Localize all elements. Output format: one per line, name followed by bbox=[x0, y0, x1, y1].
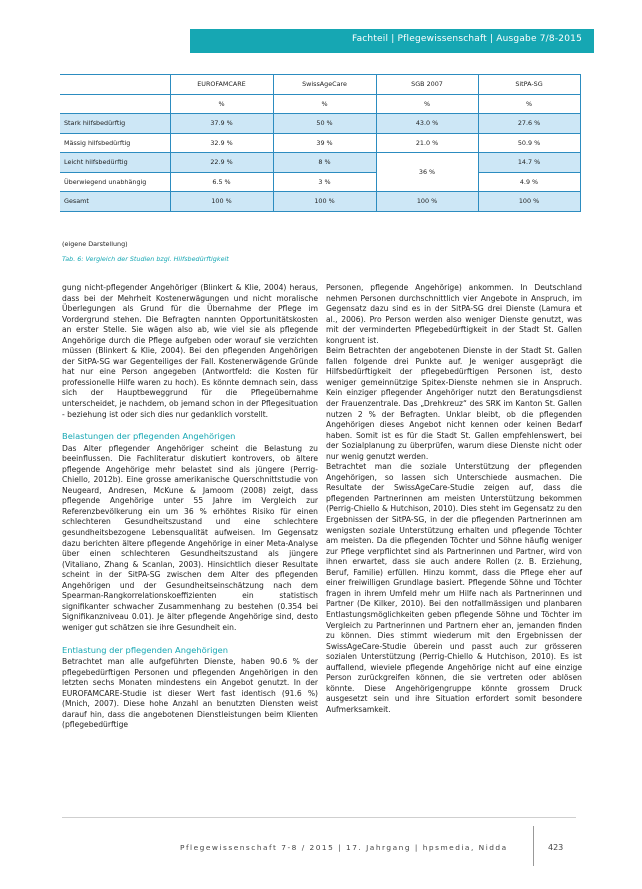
table-unit-cell: % bbox=[273, 94, 376, 114]
section-heading: Belastungen der pflegenden Angehörigen bbox=[62, 431, 236, 442]
footer-divider bbox=[533, 826, 534, 866]
table-row bbox=[60, 192, 580, 212]
table-cell: 6.5 % bbox=[170, 172, 273, 192]
table-header-cell: SGB 2007 bbox=[376, 75, 478, 95]
table-cell: 100 % bbox=[170, 192, 273, 212]
table-cell: 43.0 % bbox=[376, 114, 478, 134]
table-row bbox=[60, 114, 580, 134]
table-cell: 22.9 % bbox=[170, 153, 273, 173]
left-column bbox=[62, 283, 318, 731]
table-cell: 21.0 % bbox=[376, 133, 478, 153]
table-cell: 27.6 % bbox=[478, 114, 580, 134]
table-unit-cell: % bbox=[170, 94, 273, 114]
table-cell: 50.9 % bbox=[478, 133, 580, 153]
table-header-cell: EUROFAMCARE bbox=[170, 75, 273, 95]
table-row-label: Überwiegend unabhängig bbox=[60, 172, 170, 192]
table-cell: 50 % bbox=[273, 114, 376, 134]
header-bar bbox=[190, 29, 594, 53]
table-row-label: Gesamt bbox=[60, 192, 170, 212]
table-cell: 14.7 % bbox=[478, 153, 580, 173]
footer-rule bbox=[62, 817, 576, 818]
table-header-cell: SwissAgeCare bbox=[273, 75, 376, 95]
table-header-cell: SitPA-SG bbox=[478, 75, 580, 95]
paragraph: Betrachtet man die soziale Unterstützung der pflegenden Angehörigen, so lassen sich Unterschiede ausmachen. Die Resultate der SwissAgeCare-Studie zeigen auf, dass die pflegenden Partnerinnen am meisten Unterstützung bekommen (Perrig-Chiello & Hutchison, 2010). Dies steht im Gegensatz zu den Ergebnissen der SitPA-SG, in der die pflegenden Partnerinnen am wenigsten soziale Unterstützung erhalten und pflegende Töchter am meisten. Da die pflegenden Töchter und Söhne häufig weniger zur Pflege verpflichtet sind als Partnerinnen und Partner, wird von ihnen erwartet, dass sie auch andere Rollen (z. B. Erziehung, Beruf, Familie) erfüllen. Hinzu kommt, dass die Pflege eher auf einer freiwilligen Grundlage basiert. Pflegende Söhne und Töchter fragen in ihrem Umfeld mehr um Hilfe nach als Partnerinnen und Partner (De Kilker, 2010). Bei den notfallmässigen und planbaren Entlastungsmöglichkeiten geben pflegende Söhne und Töchter im Vergleich zu Partnerinnen und Partnern eher an, jemanden finden zu können. Dies stimmt wiederum mit den Ergebnissen der SwissAgeCare-Studie überein und passt auch zur grösseren sozialen Unterstützung (Perrig-Chiello & Hutchison, 2010). Es ist auffallend, wieviele pflegende Angehörige nicht auf eine einzige Person zurückgreifen können, die sie vertreten oder ablösen könnte. Diese Angehörigengruppe könnte grossem Druck ausgesetzt sein und ihre Situation erfordert somit besondere Aufmerksamkeit. bbox=[326, 462, 582, 714]
table-row-label: Stark hilfsbedürftig bbox=[60, 114, 170, 134]
table-corner-cell bbox=[60, 75, 170, 95]
table-unit-corner bbox=[60, 94, 170, 114]
paragraph: Betrachtet man alle aufgeführten Dienste, haben 90.6 % der pflegebedürftigen Personen und pflegenden Angehörigen in den letzten sechs Monaten mindestens ein Angebot genutzt. In der EUROFAMCARE-Studie ist dieser Wert fast identisch (91.6 %) (Mnich, 2007). Diese hohe Anzahl an benutzten Diensten weist darauf hin, dass die angebotenen Dienstleistungen beim Klienten (pflegebedürftige bbox=[62, 657, 318, 730]
table-row bbox=[60, 133, 580, 153]
table-source-note: (eigene Darstellung) bbox=[62, 240, 128, 248]
table-cell: 100 % bbox=[273, 192, 376, 212]
table-cell: 37.9 % bbox=[170, 114, 273, 134]
table-unit-cell: % bbox=[478, 94, 580, 114]
running-header: Fachteil | Pflegewissenschaft | Ausgabe 7/8-2015 bbox=[352, 34, 582, 44]
comparison-table bbox=[60, 74, 581, 212]
right-column bbox=[326, 283, 582, 715]
table-cell: 3 % bbox=[273, 172, 376, 192]
paragraph: Personen, pflegende Angehörige) ankommen. In Deutschland nehmen Personen durchschnittlich vier Angebote in Anspruch, im Gegensatz dazu sind es in der SitPA-SG drei Dienste (Lamura et al., 2006). Pro Person werden also weniger Dienste genutzt, was mit der verminderten Pflegebedürftigkeit in der Stadt St. Gallen kongruent ist. bbox=[326, 283, 582, 345]
table-cell: 8 % bbox=[273, 153, 376, 173]
table-merged-cell: 36 % bbox=[376, 153, 478, 192]
paragraph: Beim Betrachten der angebotenen Dienste in der Stadt St. Gallen fallen folgende drei Punkte auf. Je weniger ausgeprägt die Hilfsbedürftigkeit der pflegebedürftigen Personen ist, desto weniger gemeinnützige Spitex-Dienste nehmen sie in Anspruch. Kein einziger pflegender Angehöriger nutzt den Beratungsdienst der Frauenzentrale. Das „Drehkreuz“ des SRK im Kanton St. Gallen nutzen 2 % der Befragten. Unklar bleibt, ob die pflegenden Angehörigen dieses Angebot nicht kennen oder keinen Bedarf haben. Somit ist es für die Stadt St. Gallen empfehlenswert, bei der Sozialplanung zu überprüfen, warum diese Dienste nicht oder nur wenig genutzt werden. bbox=[326, 346, 582, 461]
table-row bbox=[60, 172, 580, 192]
table-row bbox=[60, 153, 580, 173]
table-cell: 32.9 % bbox=[170, 133, 273, 153]
table-cell: 100 % bbox=[478, 192, 580, 212]
table-unit-row bbox=[60, 94, 580, 114]
footer-text: Pflegewissenschaft 7-8 / 2015 | 17. Jahrgang | hpsmedia, Nidda bbox=[180, 843, 508, 852]
paragraph: Das Alter pflegender Angehöriger scheint die Belastung zu beeinflussen. Die Fachliteratur diskutiert kontrovers, ob ältere pflegende Angehörige mehr belastet sind als jüngere (Perrig-Chiello, 2012b). Eine grosse amerikanische Querschnittstudie von Neugeard, Andresen, McKune & Jamoom (2008) zeigt, dass pflegende Angehörige unter 55 Jahre im Vergleich zur Referenzbevölkerung ein um 36 % erhöhtes Risiko für einen schlechteren Gesundheitszustand und eine schlechtere gesundheitsbezogene Lebensqualität aufweisen. Im Gegensatz dazu berichten ältere pflegende Angehörige in einer Meta-Analyse über einen schlechteren Gesundheitszustand als jüngere (Vitaliano, Zhang & Scanlan, 2003). Hinsichtlich dieser Resultate scheint in der SitPA-SG zwischen dem Alter des pflegenden Angehörigen und der Gesundheitseinschätzung nach dem Spearman-Rangkorrelationskoeffizienten ein statistisch signifikanter schwacher Zusammenhang zu bestehen (0.354 bei Signifikanzniveau 0.01). Je älter pflegende Angehörige sind, desto weniger gut schätzen sie ihre Gesundheit ein. bbox=[62, 443, 318, 632]
table-cell: 100 % bbox=[376, 192, 478, 212]
page-number: 423 bbox=[548, 843, 564, 852]
table-cell: 4.9 % bbox=[478, 172, 580, 192]
paragraph: gung nicht-pflegender Angehöriger (Blinkert & Klie, 2004) heraus, dass bei der Mehrheit Kostenerwägungen und nicht moralische Überlegungen als Grund für die Übernahme der Pflege im Vordergrund stehen. Die Befragten nannten Opportunitätskosten an erster Stelle. Sie wägen also ab, wie viel sie als pflegende Angehörige durch die Pflege aufgeben oder worauf sie verzichten müssen (Blinkert & Klie, 2004). Bei den pflegenden Angehörigen der SitPA-SG war Gegenteiliges der Fall. Kostenerwägende Gründe hat nur eine Person angegeben (Antwortfeld: die Kosten für professionelle Hilfe waren zu hoch). Es könnte demnach sein, dass sich der Hauptbeweggrund für die Pflegeübernahme unterscheidet, je nachdem, ob jemand schon in der Pflegesituation - beziehung ist oder sich dies nur gedanklich vorstellt. bbox=[62, 283, 318, 419]
table-header-row bbox=[60, 75, 580, 95]
table-cell: 39 % bbox=[273, 133, 376, 153]
section-heading: Entlastung der pflegenden Angehörigen bbox=[62, 644, 229, 655]
table-caption: Tab. 6: Vergleich der Studien bzgl. Hilfsbedürftigkeit bbox=[62, 255, 229, 263]
table-row-label: Mässig hilfsbedürftig bbox=[60, 133, 170, 153]
table-row-label: Leicht hilfsbedürftig bbox=[60, 153, 170, 173]
table-unit-cell: % bbox=[376, 94, 478, 114]
